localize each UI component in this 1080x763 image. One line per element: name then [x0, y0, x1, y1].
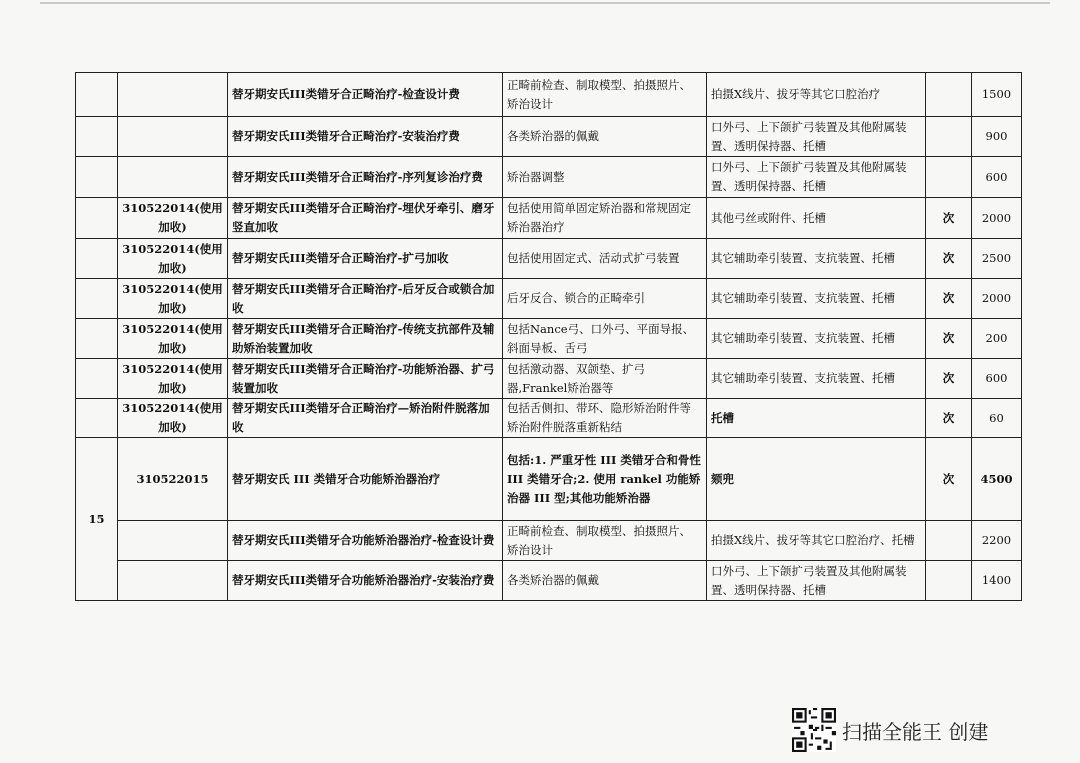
item-name: 替牙期安氏III类错牙合正畸治疗-埋伏牙牵引、磨牙竖直加收	[228, 198, 503, 239]
table-row	[76, 399, 1022, 438]
item-content: 包括Nance弓、口外弓、平面导报、斜面导板、舌弓	[503, 319, 707, 359]
item-exclusion: 颏兜	[707, 438, 926, 521]
item-name: 替牙期安氏III类错牙合功能矫治器治疗-安装治疗费	[228, 561, 503, 601]
table-row	[76, 438, 1022, 521]
item-exclusion: 其它辅助牵引装置、支抗装置、托槽	[707, 279, 926, 319]
item-price: 2000	[972, 279, 1022, 319]
item-exclusion: 其它辅助牵引装置、支抗装置、托槽	[707, 239, 926, 279]
table-row	[76, 279, 1022, 319]
item-price: 2000	[972, 198, 1022, 239]
item-unit: 次	[926, 239, 972, 279]
item-price: 900	[972, 117, 1022, 157]
item-unit: 次	[926, 359, 972, 399]
item-content: 包括:1. 严重牙性 III 类错牙合和骨性 III 类错牙合;2. 使用 rankel 功能矫治器 III 型;其他功能矫治器	[503, 438, 707, 521]
item-exclusion: 拍摄X线片、拔牙等其它口腔治疗、托槽	[707, 521, 926, 561]
table-row	[76, 319, 1022, 359]
item-content: 后牙反合、锁合的正畸牵引	[503, 279, 707, 319]
item-name: 替牙期安氏III类错牙合正畸治疗-安装治疗费	[228, 117, 503, 157]
serial-number-empty	[76, 157, 118, 198]
item-price: 1500	[972, 73, 1022, 117]
item-content: 各类矫治器的佩戴	[503, 561, 707, 601]
item-price: 2200	[972, 521, 1022, 561]
item-price: 4500	[972, 438, 1022, 521]
item-code: 310522014(使用加收)	[118, 319, 228, 359]
item-code	[118, 521, 228, 561]
item-name: 替牙期安氏III类错牙合正畸治疗-功能矫治器、扩弓装置加收	[228, 359, 503, 399]
table-row	[76, 521, 1022, 561]
serial-number-empty	[76, 399, 118, 438]
item-code: 310522014(使用加收)	[118, 198, 228, 239]
item-content: 正畸前检查、制取模型、拍摄照片、矫治设计	[503, 521, 707, 561]
item-content: 包括舌侧扣、带环、隐形矫治附件等矫治附件脱落重新粘结	[503, 399, 707, 438]
item-unit: 次	[926, 279, 972, 319]
item-name: 替牙期安氏III类错牙合正畸治疗-检查设计费	[228, 73, 503, 117]
item-code	[118, 157, 228, 198]
item-exclusion: 托槽	[707, 399, 926, 438]
item-name: 替牙期安氏III类错牙合正畸治疗-扩弓加收	[228, 239, 503, 279]
item-exclusion: 其他弓丝或附件、托槽	[707, 198, 926, 239]
item-code: 310522014(使用加收)	[118, 279, 228, 319]
item-unit	[926, 157, 972, 198]
table-row	[76, 198, 1022, 239]
serial-number: 15	[76, 438, 118, 601]
item-name: 替牙期安氏III类错牙合正畸治疗-后牙反合或锁合加收	[228, 279, 503, 319]
item-unit: 次	[926, 399, 972, 438]
item-unit	[926, 521, 972, 561]
item-name: 替牙期安氏III类错牙合正畸治疗—矫治附件脱落加收	[228, 399, 503, 438]
item-unit: 次	[926, 438, 972, 521]
item-name: 替牙期安氏III类错牙合正畸治疗-传统支抗部件及辅助矫治装置加收	[228, 319, 503, 359]
item-unit: 次	[926, 319, 972, 359]
item-price: 60	[972, 399, 1022, 438]
item-price: 200	[972, 319, 1022, 359]
table-row	[76, 117, 1022, 157]
item-unit	[926, 561, 972, 601]
item-code	[118, 117, 228, 157]
fee-table	[75, 72, 1022, 601]
watermark-text: 扫描全能王 创建	[842, 719, 989, 744]
item-exclusion: 其它辅助牵引装置、支抗装置、托槽	[707, 319, 926, 359]
item-content: 各类矫治器的佩戴	[503, 117, 707, 157]
table-row	[76, 239, 1022, 279]
serial-number-empty	[76, 117, 118, 157]
item-exclusion: 口外弓、上下颌扩弓装置及其他附属装置、透明保持器、托槽	[707, 561, 926, 601]
serial-number-empty	[76, 198, 118, 239]
serial-number	[76, 73, 118, 117]
item-unit: 次	[926, 198, 972, 239]
item-exclusion: 其它辅助牵引装置、支抗装置、托槽	[707, 359, 926, 399]
serial-number-empty	[76, 279, 118, 319]
serial-number-empty	[76, 239, 118, 279]
serial-number-empty	[76, 359, 118, 399]
item-content: 矫治器调整	[503, 157, 707, 198]
item-content: 包括使用简单固定矫治器和常规固定矫治器治疗	[503, 198, 707, 239]
item-code: 310522014(使用加收)	[118, 359, 228, 399]
item-name: 替牙期安氏III类错牙合正畸治疗-序列复诊治疗费	[228, 157, 503, 198]
item-name: 替牙期安氏III类错牙合功能矫治器治疗-检查设计费	[228, 521, 503, 561]
table-row	[76, 73, 1022, 117]
item-content: 正畸前检查、制取模型、拍摄照片、矫治设计	[503, 73, 707, 117]
item-exclusion: 口外弓、上下颌扩弓装置及其他附属装置、透明保持器、托槽	[707, 157, 926, 198]
table-row	[76, 359, 1022, 399]
item-content: 包括激动器、双颌垫、扩弓器,Frankel矫治器等	[503, 359, 707, 399]
item-name: 替牙期安氏 III 类错牙合功能矫治器治疗	[228, 438, 503, 521]
scan-edge-line	[40, 2, 1050, 4]
item-code	[118, 73, 228, 117]
qr-code-icon	[792, 708, 836, 752]
serial-number-empty	[76, 319, 118, 359]
item-unit	[926, 73, 972, 117]
item-code	[118, 561, 228, 601]
scanner-watermark	[792, 706, 988, 754]
item-price: 600	[972, 157, 1022, 198]
item-unit	[926, 117, 972, 157]
item-price: 600	[972, 359, 1022, 399]
item-exclusion: 口外弓、上下颌扩弓装置及其他附属装置、透明保持器、托槽	[707, 117, 926, 157]
table-row	[76, 157, 1022, 198]
item-content: 包括使用固定式、活动式扩弓装置	[503, 239, 707, 279]
item-price: 1400	[972, 561, 1022, 601]
item-code: 310522014(使用加收)	[118, 399, 228, 438]
item-code: 310522014(使用加收)	[118, 239, 228, 279]
table-row	[76, 561, 1022, 601]
item-exclusion: 拍摄X线片、拔牙等其它口腔治疗	[707, 73, 926, 117]
item-code: 310522015	[118, 438, 228, 521]
item-price: 2500	[972, 239, 1022, 279]
